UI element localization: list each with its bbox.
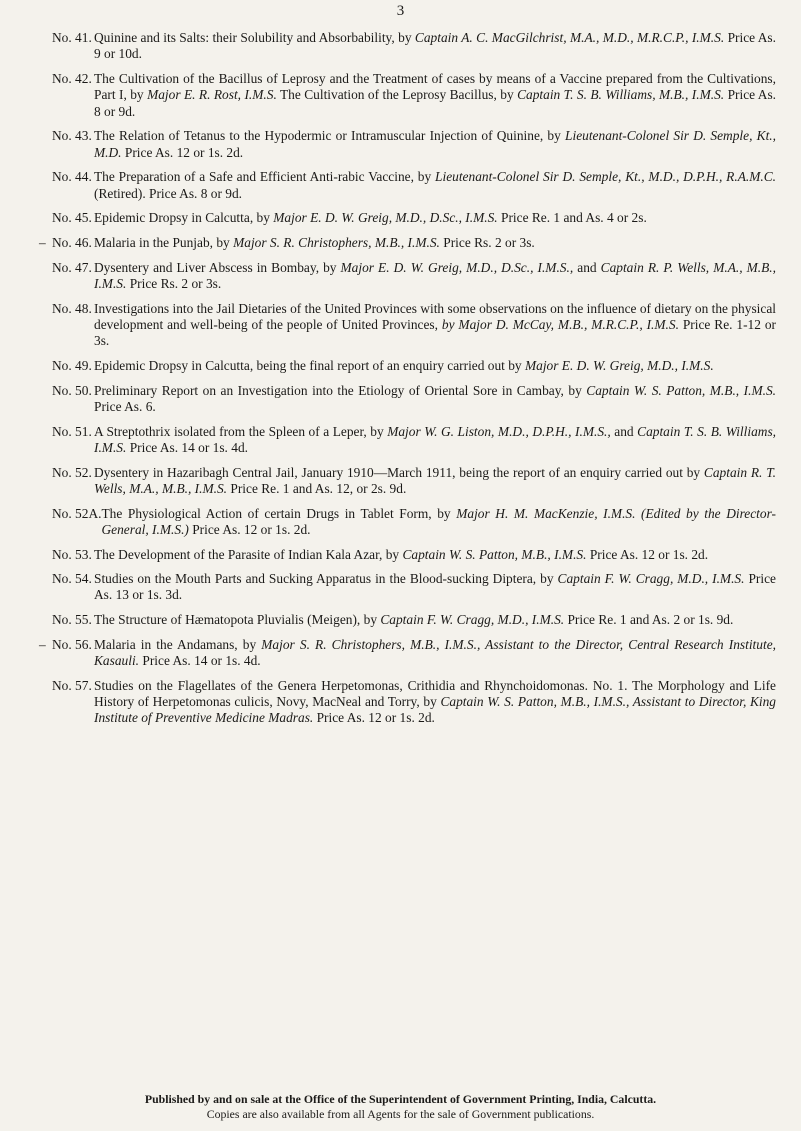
entry-number — [52, 612, 94, 628]
entry-author: Captain W. S. Patton, M.B., I.M.S., Assistant to Director, King Institute of Preventive Medicine Madras. — [94, 694, 776, 726]
entry-description — [94, 235, 776, 251]
entry-description — [94, 128, 776, 161]
entry-number — [39, 234, 94, 251]
entry-number-label: No. 47. — [52, 259, 92, 275]
publication-entry — [52, 358, 776, 374]
entry-author: Major W. G. Liston, M.D., D.P.H., I.M.S., — [387, 423, 611, 439]
entry-text-segment: and — [610, 423, 638, 439]
publication-entry — [52, 301, 776, 350]
entry-text-segment: Epidemic Dropsy in Calcutta, being the final report of an enquiry carried out by — [94, 357, 525, 373]
entry-description — [94, 612, 776, 628]
entry-author: Captain W. S. Patton, M.B., I.M.S. — [402, 546, 587, 562]
entry-text-segment: The Relation of Tetanus to the Hypodermic or Intramuscular Injection of Quinine, by — [94, 128, 566, 144]
entry-text-segment: Price Re. 1 and As. 12, or 2s. 9d. — [227, 480, 407, 496]
publication-entry — [52, 169, 776, 202]
entry-text-segment: The Cultivation of the Leprosy Bacillus, by — [276, 87, 518, 103]
entry-number-label: No. 54. — [52, 571, 92, 587]
entry-description — [94, 637, 776, 670]
entry-description — [94, 571, 776, 604]
footer-availability-line: Copies are also available from all Agents for the sale of Government publications. — [206, 1106, 595, 1121]
entry-description — [94, 547, 776, 563]
entry-text-segment: Price Rs. 2 or 3s. — [126, 275, 222, 291]
publication-entry — [52, 210, 776, 226]
entry-author: Captain A. C. MacGilchrist, M.A., M.D., M.R.C.P., I.M.S. — [414, 30, 725, 45]
entry-number-label: No. 57. — [52, 677, 92, 693]
entry-text-segment: The Physiological Action of certain Drugs in Tablet Form, by — [101, 505, 457, 521]
entry-text-segment: Price Re. 1-12 or 3s. — [94, 316, 777, 349]
publication-entry — [52, 571, 776, 604]
entry-text-segment: Studies on the Mouth Parts and Sucking Apparatus in the Blood-sucking Diptera, by — [94, 571, 558, 587]
entry-number-label: No. 44. — [52, 169, 92, 185]
entry-text-segment: Price As. 12 or 1s. 2d. — [313, 710, 435, 726]
publication-entry — [52, 30, 776, 63]
entry-description — [94, 301, 776, 350]
entry-author: Lieutenant-Colonel Sir D. Semple, Kt., M.D., D.P.H., R.A.M.C. — [435, 169, 777, 185]
entry-number — [52, 71, 94, 120]
entry-author: Captain R. P. Wells, M.A., M.B., I.M.S. — [94, 259, 776, 291]
entry-text-segment: Studies on the Flagellates of the Genera Herpetomonas, Crithidia and Rhynchoidomonas. No. 1. The Morphology and Life History of Herpetomonas culicis, Novy, MacNeal and Torry, by — [94, 677, 776, 710]
entry-description — [94, 169, 776, 202]
entry-text-segment: (Retired). Price As. 8 or 9d. — [94, 185, 243, 201]
entry-author: Captain T. S. B. Williams, I.M.S. — [94, 423, 777, 455]
entry-author: Major E. R. Rost, I.M.S. — [147, 87, 277, 103]
entry-description — [94, 424, 776, 457]
entry-author: by Major D. McCay, M.B., M.R.C.P., I.M.S. — [441, 316, 679, 332]
entry-author: Major H. M. MacKenzie, I.M.S. (Edited by the Director-General, I.M.S.) — [101, 505, 777, 537]
entry-text-segment: Preliminary Report on an Investigation into the Etiology of Oriental Sore in Cambay, by — [94, 382, 587, 398]
entry-text-segment: Dysentery and Liver Abscess in Bombay, by — [94, 259, 341, 275]
entry-number — [39, 636, 94, 670]
publication-entry — [52, 260, 776, 293]
entry-description — [101, 506, 776, 539]
publication-entry — [52, 383, 776, 416]
entry-author: Lieutenant-Colonel Sir D. Semple, Kt., M.D. — [94, 128, 776, 160]
page-number: 3 — [396, 3, 405, 19]
entry-number — [52, 260, 94, 293]
entry-description — [94, 358, 776, 374]
entry-text-segment: Investigations into the Jail Dietaries of the United Provinces with some observations on the influence of dietary on the physical development and well-being of the people of United Provinces, — [94, 300, 776, 332]
publication-entry — [52, 465, 776, 498]
entry-number — [52, 424, 94, 457]
entry-text-segment: Malaria in the Andamans, by — [94, 636, 262, 652]
entry-text-segment: Price As. 13 or 1s. 3d. — [94, 571, 776, 603]
entry-description — [94, 465, 776, 498]
publication-entry — [52, 128, 776, 161]
margin-mark: – — [39, 636, 46, 652]
entry-author: Captain W. S. Patton, M.B., I.M.S. — [586, 382, 776, 398]
publication-entry — [39, 636, 776, 670]
entry-author: Major E. D. W. Greig, M.D., D.Sc., I.M.S., — [340, 259, 574, 275]
entry-text-segment: The Development of the Parasite of Indian Kala Azar, by — [94, 546, 403, 562]
entry-number — [52, 571, 94, 604]
entry-description — [94, 383, 776, 416]
entry-text-segment: A Streptothrix isolated from the Spleen of a Leper, by — [94, 423, 388, 439]
entry-text-segment: The Preparation of a Safe and Efficient Anti-rabic Vaccine, by — [94, 169, 436, 185]
entry-number-label: No. 48. — [52, 300, 92, 316]
entry-number — [52, 30, 94, 63]
entry-number — [52, 358, 94, 374]
entry-number-label: No. 53. — [52, 546, 92, 562]
entry-number-label: No. 42. — [52, 70, 92, 86]
entry-number-label: No. 49. — [52, 357, 92, 373]
footer-publisher-line: Published by and on sale at the Office of the Superintendent of Government Printing, India, Calcutta. — [144, 1092, 657, 1106]
entry-number-label: No. 55. — [52, 612, 92, 628]
entry-text-segment: Dysentery in Hazaribagh Central Jail, January 1910—March 1911, being the report of an enquiry carried out by — [94, 464, 704, 480]
entry-number — [52, 465, 94, 498]
entry-description — [94, 30, 776, 63]
entry-text-segment: Price As. 14 or 1s. 4d. — [126, 439, 248, 455]
entry-text-segment: Price As. 12 or 1s. 2d. — [586, 546, 709, 562]
publisher-footer — [0, 1092, 801, 1121]
entry-number-label: No. 51. — [52, 423, 92, 439]
entry-number — [52, 169, 94, 202]
entry-text-segment: Price Rs. 2 or 3s. — [439, 234, 535, 250]
entry-number-label: No. 43. — [52, 128, 92, 144]
entry-text-segment: Price Re. 1 and As. 4 or 2s. — [497, 210, 647, 226]
entry-text-segment: Quinine and its Salts: their Solubility and Absorbability, by — [94, 30, 415, 45]
entry-author: Captain T. S. B. Williams, M.B., I.M.S. — [517, 87, 725, 103]
entry-number — [52, 678, 94, 727]
publication-entry — [52, 547, 776, 563]
entry-author: Major S. R. Christophers, M.B., I.M.S. — [233, 234, 440, 250]
entry-text-segment: Price As. 12 or 1s. 2d. — [121, 144, 244, 160]
entry-number-label: No. 50. — [52, 382, 92, 398]
entry-number-label: No. 52. — [52, 464, 92, 480]
publication-entry — [52, 612, 776, 628]
entry-description — [94, 71, 776, 120]
entry-number — [52, 210, 94, 226]
entry-text-segment: Price As. 14 or 1s. 4d. — [139, 653, 261, 669]
entry-text-segment: The Structure of Hæmatopota Pluvialis (Meigen), by — [94, 612, 381, 628]
entry-number — [52, 547, 94, 563]
entry-author: Major E. D. W. Greig, M.D., D.Sc., I.M.S. — [273, 210, 498, 226]
entry-text-segment: Malaria in the Punjab, by — [94, 234, 234, 250]
entry-author: Major S. R. Christophers, M.B., I.M.S., Assistant to the Director, Central Research Institute, Kasauli. — [94, 636, 776, 669]
entry-text-segment: and — [573, 259, 601, 275]
entry-number — [52, 301, 94, 350]
entry-number-label: No. 52A. — [52, 505, 102, 521]
entry-author: Captain F. W. Cragg, M.D., I.M.S. — [380, 612, 565, 628]
publication-entry — [52, 506, 776, 539]
entry-number — [52, 128, 94, 161]
entry-description — [94, 260, 776, 293]
publication-entry — [52, 71, 776, 120]
entry-text-segment: Price As. 12 or 1s. 2d. — [188, 521, 311, 537]
entry-description — [94, 210, 776, 226]
entry-number-label: No. 56. — [52, 636, 92, 652]
entry-author: Captain R. T. Wells, M.A., M.B., I.M.S. — [94, 464, 776, 496]
entry-author: Major E. D. W. Greig, M.D., I.M.S. — [524, 357, 714, 373]
entry-number — [52, 506, 101, 539]
entry-number-label: No. 45. — [52, 210, 92, 226]
publication-entry — [52, 678, 776, 727]
entry-text-segment: Price As. 6. — [94, 398, 156, 414]
publication-entry — [39, 234, 776, 251]
entry-text-segment: The Cultivation of the Bacillus of Leprosy and the Treatment of cases by means of a Vaccine prepared from the Cultivations, Part I, by — [94, 70, 776, 103]
entry-author: Captain F. W. Cragg, M.D., I.M.S. — [557, 571, 745, 587]
entry-description — [94, 678, 776, 727]
entry-text-segment: Price As. 9 or 10d. — [94, 30, 776, 62]
entry-number-label: No. 41. — [52, 30, 92, 45]
entry-text-segment: Epidemic Dropsy in Calcutta, by — [94, 210, 274, 226]
margin-mark: – — [39, 234, 46, 250]
entry-number-label: No. 46. — [52, 234, 92, 250]
entry-number — [52, 383, 94, 416]
entry-text-segment: Price As. 8 or 9d. — [94, 87, 776, 119]
publication-entry — [52, 424, 776, 457]
entry-text-segment: Price Re. 1 and As. 2 or 1s. 9d. — [564, 612, 734, 628]
publication-list — [39, 30, 777, 735]
